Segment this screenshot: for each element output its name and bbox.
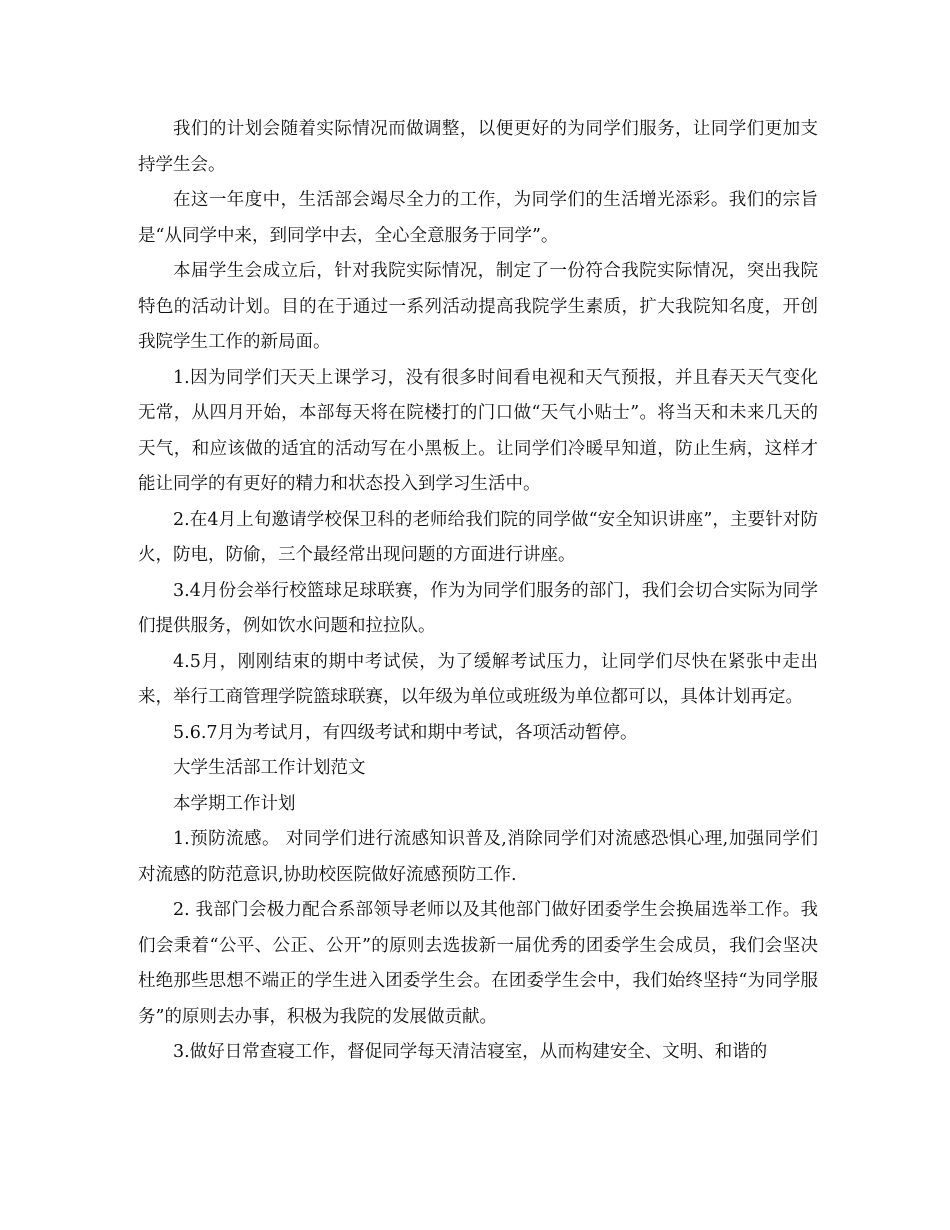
document-body (138, 112, 818, 1071)
paragraph-item-election: 2. 我部门会极力配合系部领导老师以及其他部门做好团委学生会换届选举工作。我们会秉着“公平、公正、公开”的原则去选拔新一届优秀的团委学生会成员，我们会坚决杜绝那些思想不端正的学生进入团委学生会。在团委学生会中，我们始终坚持“为同学服务”的原则去办事，积极为我院的发展做贡献。 (138, 900, 818, 1027)
paragraph-department-purpose: 在这一年度中，生活部会竭尽全力的工作，为同学们的生活增光添彩。我们的宗旨是“从同学中来，到同学中去，全心全意服务于同学”。 (138, 190, 818, 246)
paragraph-item-flu-prevention: 1.预防流感。 对同学们进行流感知识普及,消除同学们对流感恐惧心理,加强同学们对流感的防范意识,协助校医院做好流感预防工作. (138, 829, 818, 885)
section-heading-semester-plan: 本学期工作计划 (173, 793, 296, 814)
paragraph-item-basketball-league: 4.5月，刚刚结束的期中考试侯，为了缓解考试压力，让同学们尽快在紧张中走出来，举行工商管理学院篮球联赛，以年级为单位或班级为单位都可以，具体计划再定。 (138, 651, 818, 707)
paragraph-item-ball-league: 3.4月份会举行校篮球足球联赛，作为为同学们服务的部门，我们会切合实际为同学们提供服务，例如饮水问题和拉拉队。 (138, 580, 818, 636)
paragraph-item-dorm-check: 3.做好日常查寝工作，督促同学每天清洁寝室，从而构建安全、文明、和谐的 (173, 1042, 768, 1062)
section-heading-sample: 大学生活部工作计划范文 (173, 758, 366, 778)
paragraph-activity-plan-intro: 本届学生会成立后，针对我院实际情况，制定了一份符合我院实际情况，突出我院特色的活动计划。目的在于通过一系列活动提高我院学生素质，扩大我院知名度，开创我院学生工作的新局面。 (138, 261, 818, 352)
paragraph-plan-adjustment: 我们的计划会随着实际情况而做调整，以便更好的为同学们服务，让同学们更加支持学生会。 (138, 119, 818, 175)
paragraph-item-safety-lecture: 2.在4月上旬邀请学校保卫科的老师给我们院的同学做“安全知识讲座”，主要针对防火，防电，防偷，三个最经常出现问题的方面进行讲座。 (138, 509, 818, 565)
paragraph-item-weather-tips: 1.因为同学们天天上课学习，没有很多时间看电视和天气预报，并且春天天气变化无常，从四月开始，本部每天将在院楼打的门口做“天气小贴士”。将当天和未来几天的天气，和应该做的适宜的活动写在小黑板上。让同学们冷暖早知道，防止生病，这样才能让同学的有更好的精力和状态投入到学习生活中。 (138, 367, 818, 494)
paragraph-item-exam-month: 5.6.7月为考试月，有四级考试和期中考试，各项活动暂停。 (173, 722, 638, 743)
